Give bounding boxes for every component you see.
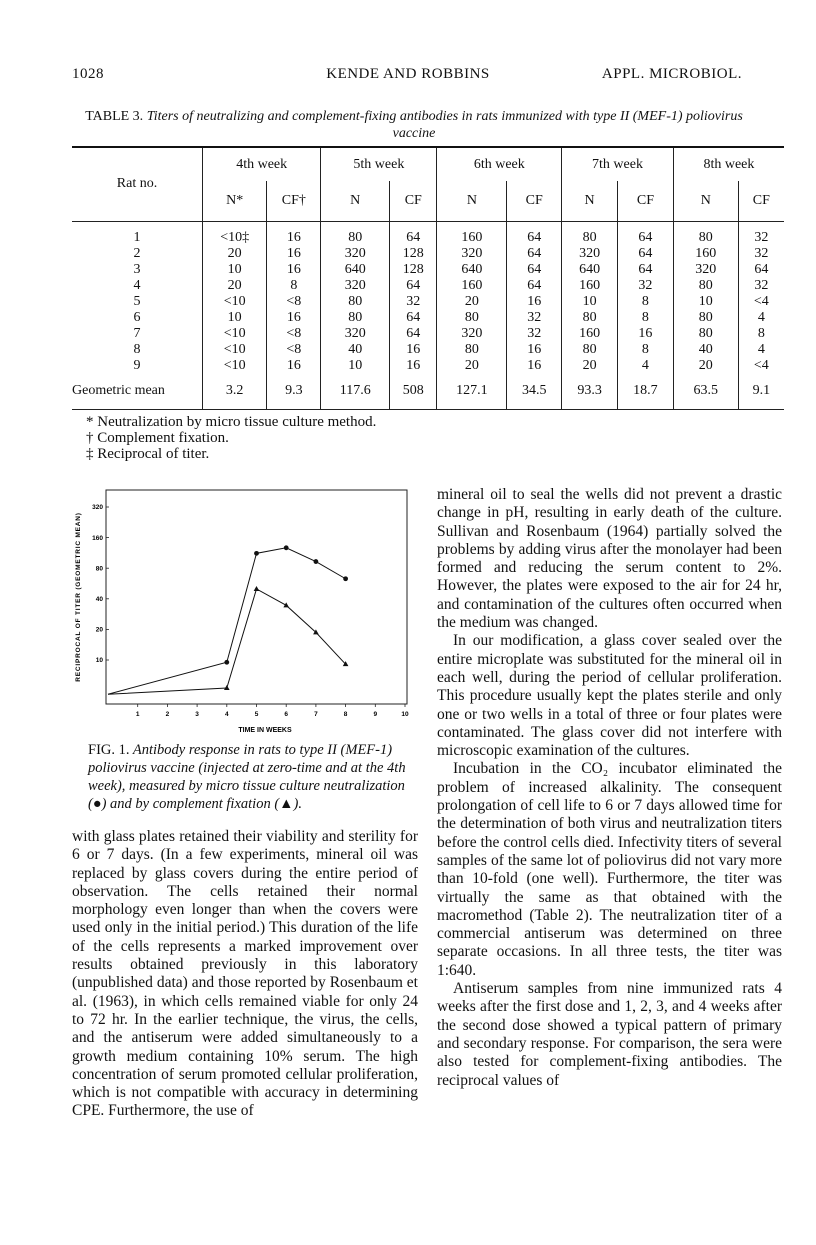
rat-number: 6: [133, 309, 141, 325]
column-subheader: N: [673, 181, 738, 221]
titer-cell: 8: [267, 278, 321, 294]
column-subheader: N: [562, 181, 618, 221]
week-header: 5th week: [321, 147, 437, 181]
week-header: 8th week: [673, 147, 784, 181]
mean-cell: 9.3: [267, 374, 321, 410]
column-subheader: CF: [390, 181, 437, 221]
geometric-mean-row: [72, 374, 784, 410]
rat-number: 5: [133, 293, 141, 309]
titer-table: [72, 146, 784, 410]
titer-cell: 32: [738, 246, 784, 262]
table-row: [72, 246, 784, 262]
table-row: [72, 342, 784, 358]
titer-cell: <10‡: [203, 221, 267, 246]
complement-fixation-line: [108, 589, 346, 694]
mean-cell: 9.1: [738, 374, 784, 410]
running-authors: KENDE AND ROBBINS: [326, 66, 490, 82]
titer-cell: 16: [390, 358, 437, 374]
titer-cell: 40: [673, 342, 738, 358]
titer-cell: 16: [267, 246, 321, 262]
mean-cell: 3.2: [203, 374, 267, 410]
titer-cell: <4: [738, 294, 784, 310]
complement-fixation-point: [224, 685, 230, 690]
neutralization-point: [314, 559, 319, 564]
rat-number: 4: [133, 277, 141, 293]
titer-cell: 4: [738, 310, 784, 326]
neutralization-point: [284, 545, 289, 550]
titer-cell: 8: [618, 310, 674, 326]
titer-cell: 16: [507, 294, 562, 310]
x-axis-label: TIME IN WEEKS: [238, 727, 292, 734]
titer-cell: 64: [390, 326, 437, 342]
table-row: [72, 294, 784, 310]
mean-cell: 34.5: [507, 374, 562, 410]
titer-cell: 32: [738, 278, 784, 294]
titer-cell: <10: [203, 358, 267, 374]
titer-cell: 40: [321, 342, 390, 358]
rat-number: 7: [133, 325, 141, 341]
table-row: [72, 221, 784, 246]
titer-cell: 80: [321, 294, 390, 310]
page-number: 1028: [72, 66, 104, 82]
plot-frame: [106, 490, 407, 704]
week-header: 4th week: [203, 147, 321, 181]
titer-cell: 64: [507, 246, 562, 262]
titer-cell: 10: [321, 358, 390, 374]
mean-label: Geometric mean: [72, 374, 203, 410]
titer-cell: 640: [562, 262, 618, 278]
titer-cell: 320: [437, 326, 507, 342]
titer-cell: 80: [673, 326, 738, 342]
x-tick-label: 10: [401, 711, 409, 718]
mean-cell: 18.7: [618, 374, 674, 410]
titer-cell: 4: [738, 342, 784, 358]
titer-cell: 80: [562, 221, 618, 246]
titer-cell: 8: [618, 342, 674, 358]
y-tick-label: 320: [92, 504, 103, 512]
titer-cell: 64: [618, 246, 674, 262]
titer-cell: 32: [507, 326, 562, 342]
titer-cell: 640: [321, 262, 390, 278]
x-tick-label: 7: [314, 711, 318, 718]
x-tick-label: 6: [284, 711, 289, 718]
left-column: [72, 828, 418, 1121]
neutralization-point: [224, 660, 229, 665]
titer-cell: <4: [738, 358, 784, 374]
complement-fixation-point: [254, 586, 260, 591]
titer-cell: 64: [738, 262, 784, 278]
table-row: [72, 262, 784, 278]
titer-cell: 320: [321, 326, 390, 342]
table-row: [72, 326, 784, 342]
titer-cell: 80: [437, 342, 507, 358]
titer-cell: 80: [673, 221, 738, 246]
body-paragraph: Incubation in the CO₂ incubator eliminated the problem of increased alkalinity. The consequent prolongation of cell life to 6 or 7 days allowed time for the determination of both virus and neutralization titers before the control cells died. Infectivity titers of several samples of the same lot of poliovirus did not vary more than 10-fold (one well). Furthermore, the titer was virtually the same as that obtained with the macromethod (Table 2). The neutralization titer of a commercial antiserum was determined on three separate occasions. In all three tests, the titer was 1:640.: [437, 760, 782, 979]
titer-cell: 128: [390, 246, 437, 262]
mean-cell: 63.5: [673, 374, 738, 410]
week-header: 7th week: [562, 147, 674, 181]
titer-cell: 10: [562, 294, 618, 310]
footnote: † Complement fixation.: [86, 430, 229, 446]
titer-cell: 16: [390, 342, 437, 358]
column-subheader: N: [437, 181, 507, 221]
column-subheader: N: [321, 181, 390, 221]
titer-cell: 20: [673, 358, 738, 374]
titer-cell: 32: [618, 278, 674, 294]
titer-cell: 16: [267, 310, 321, 326]
titer-cell: 320: [673, 262, 738, 278]
body-paragraph: with glass plates retained their viability and sterility for 6 or 7 days. (In a few experiments, mineral oil was replaced by glass covers during the entire period of observation. The cells retained their normal morphology even longer than when the covers were used only in the initial period.) This duration of the life of the cells represents a marked improvement over results obtained previously in this laboratory (unpublished data) and those reported by Rosenbaum et al. (1963), in which cells remained viable for only 24 to 72 hr. In the earlier technique, the virus, the cells, and the antiserum were added simultaneously to a growth medium containing 10% serum. The high concentration of serum promoted cellular proliferation, which is not compatible with accuracy in determining CPE. Furthermore, the use of: [72, 828, 418, 1120]
titer-cell: 16: [618, 326, 674, 342]
titer-cell: 320: [562, 246, 618, 262]
figure-label: FIG. 1.: [88, 742, 130, 758]
rat-number: 3: [133, 261, 141, 277]
titer-cell: 10: [673, 294, 738, 310]
titer-cell: 80: [437, 310, 507, 326]
week-header: 6th week: [437, 147, 562, 181]
titer-cell: 64: [507, 278, 562, 294]
titer-cell: <8: [267, 294, 321, 310]
titer-cell: 32: [507, 310, 562, 326]
titer-cell: 20: [437, 294, 507, 310]
x-tick-label: 3: [195, 711, 199, 718]
titer-cell: 16: [267, 358, 321, 374]
table-caption-text: Titers of neutralizing and complement-fixing antibodies in rats immunized with type II (MEF-1) poliovirus vaccine: [146, 109, 743, 141]
right-column: [437, 486, 782, 1090]
figure-caption: [88, 741, 420, 813]
mean-cell: 127.1: [437, 374, 507, 410]
titer-cell: 160: [673, 246, 738, 262]
column-subheader: CF: [618, 181, 674, 221]
column-subheader: CF: [507, 181, 562, 221]
titer-cell: 64: [507, 221, 562, 246]
antibody-response-chart: [72, 486, 422, 736]
x-tick-label: 1: [135, 711, 140, 718]
neutralization-line: [108, 548, 346, 694]
column-subheader: CF†: [267, 181, 321, 221]
table-caption: [72, 108, 756, 142]
titer-cell: 4: [618, 358, 674, 374]
y-axis-label: RECIPROCAL OF TITER (GEOMETRIC MEAN): [75, 512, 82, 682]
titer-cell: 20: [437, 358, 507, 374]
neutralization-point: [343, 576, 348, 581]
mean-cell: 93.3: [562, 374, 618, 410]
titer-cell: 80: [321, 310, 390, 326]
titer-cell: 20: [203, 246, 267, 262]
mean-cell: 117.6: [321, 374, 390, 410]
titer-cell: 160: [562, 326, 618, 342]
titer-cell: 16: [507, 342, 562, 358]
titer-cell: 16: [507, 358, 562, 374]
body-paragraph: mineral oil to seal the wells did not prevent a drastic change in pH, resulting in early death of the culture. Sullivan and Rosenbaum (1964) partially solved the problems by adding virus after the monolayer had been formed and reducing the serum content to 2%. However, the plates were exposed to the air for 24 hr, and contamination of the cultures often occurred when the medium was changed.: [437, 486, 782, 632]
x-tick-label: 5: [254, 711, 259, 718]
titer-cell: 32: [738, 221, 784, 246]
y-tick-label: 80: [95, 565, 103, 573]
titer-cell: 20: [562, 358, 618, 374]
titer-cell: <8: [267, 342, 321, 358]
titer-cell: 80: [673, 278, 738, 294]
titer-cell: 64: [390, 278, 437, 294]
titer-cell: <10: [203, 294, 267, 310]
column-subheader: CF: [738, 181, 784, 221]
rat-number: 1: [133, 229, 141, 245]
column-subheader: N*: [203, 181, 267, 221]
titer-cell: 64: [390, 310, 437, 326]
titer-cell: 32: [390, 294, 437, 310]
titer-cell: 64: [390, 221, 437, 246]
titer-cell: 20: [203, 278, 267, 294]
titer-cell: 16: [267, 262, 321, 278]
rat-number: 8: [133, 341, 141, 357]
row-header: Rat no.: [72, 147, 203, 221]
mean-cell: 508: [390, 374, 437, 410]
titer-cell: <10: [203, 326, 267, 342]
titer-cell: 160: [437, 221, 507, 246]
titer-cell: 64: [618, 262, 674, 278]
figure-caption-text: Antibody response in rats to type II (MEF-1) poliovirus vaccine (injected at zero-time and at the 4th week), measured by micro tissue culture neutralization (●) and by complement fixation (▲).: [88, 742, 406, 812]
y-tick-label: 160: [92, 534, 103, 542]
titer-cell: <10: [203, 342, 267, 358]
titer-cell: 80: [562, 342, 618, 358]
body-paragraph: In our modification, a glass cover sealed over the entire microplate was substituted for the mineral oil in each well, during the period of cellular proliferation. This procedure usually kept the plates sterile and only one or two wells in a total of three or four plates were contaminated. The glass cover did not interfere with microscopic examination of the cultures.: [437, 632, 782, 760]
x-tick-label: 9: [373, 711, 378, 718]
titer-cell: 10: [203, 310, 267, 326]
titer-cell: 64: [618, 221, 674, 246]
x-tick-label: 8: [343, 711, 348, 718]
titer-cell: 8: [618, 294, 674, 310]
table-row: [72, 310, 784, 326]
titer-cell: 320: [437, 246, 507, 262]
y-tick-label: 20: [95, 626, 103, 634]
table-row: [72, 358, 784, 374]
titer-cell: 320: [321, 278, 390, 294]
titer-cell: 128: [390, 262, 437, 278]
titer-cell: 160: [437, 278, 507, 294]
y-tick-label: 10: [95, 657, 103, 665]
y-tick-label: 40: [95, 596, 103, 603]
titer-cell: 160: [562, 278, 618, 294]
rat-number: 2: [133, 245, 141, 261]
titer-cell: 8: [738, 326, 784, 342]
titer-cell: 80: [321, 221, 390, 246]
x-tick-label: 4: [224, 711, 229, 718]
titer-cell: 64: [507, 262, 562, 278]
table-caption-lead: TABLE 3.: [85, 109, 144, 124]
titer-cell: 16: [267, 221, 321, 246]
journal-name: APPL. MICROBIOL.: [601, 66, 742, 82]
rat-number: 9: [133, 357, 141, 373]
titer-cell: 10: [203, 262, 267, 278]
neutralization-point: [254, 551, 259, 556]
titer-cell: 80: [673, 310, 738, 326]
titer-cell: 640: [437, 262, 507, 278]
footnote: ‡ Reciprocal of titer.: [86, 446, 210, 462]
titer-cell: 320: [321, 246, 390, 262]
x-tick-label: 2: [165, 711, 170, 718]
titer-cell: 80: [562, 310, 618, 326]
table-row: [72, 278, 784, 294]
complement-fixation-point: [283, 602, 289, 607]
body-paragraph: Antiserum samples from nine immunized rats 4 weeks after the first dose and 1, 2, 3, and 4 weeks after the second dose showed a typical pattern of primary and secondary response. For comparison, the sera were also tested for complement-fixing antibodies. The reciprocal values of: [437, 980, 782, 1089]
footnote: * Neutralization by micro tissue culture method.: [86, 414, 377, 430]
titer-cell: <8: [267, 326, 321, 342]
